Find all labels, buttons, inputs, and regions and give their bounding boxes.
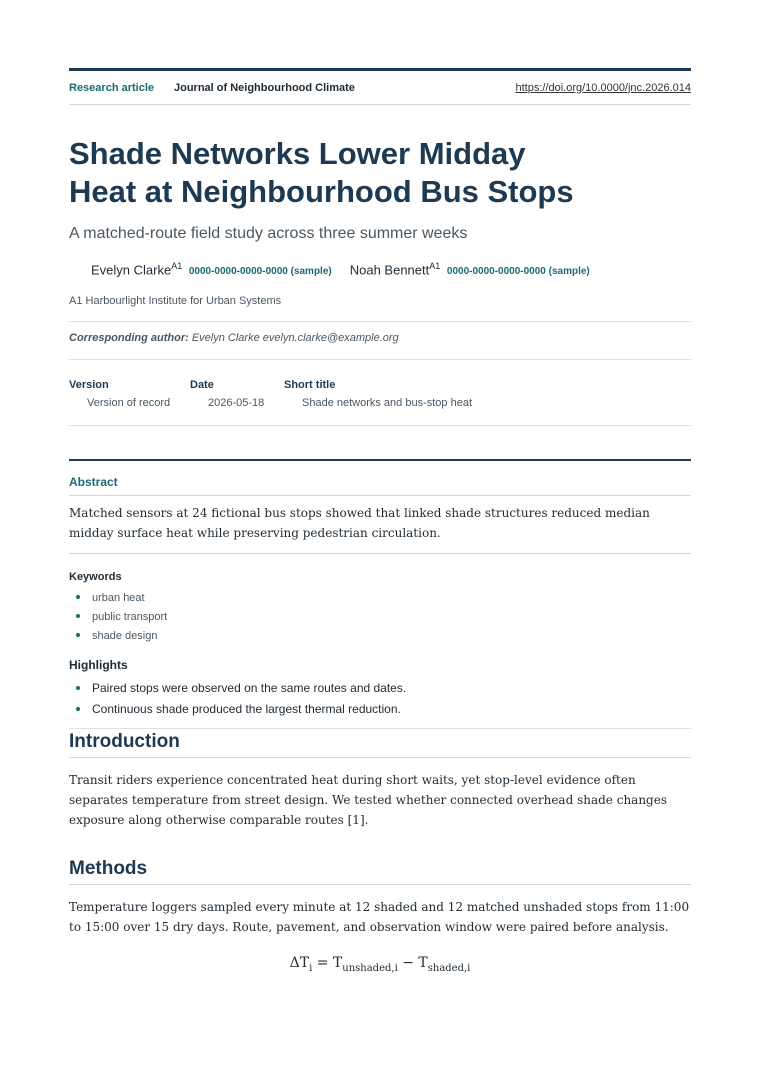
abstract-heading: Abstract bbox=[69, 459, 691, 496]
keyword-item: public transport bbox=[69, 608, 691, 627]
author-entry: Evelyn Clarke$^{A1}$ 0000-0000-0000-0000 (sample) bbox=[91, 261, 332, 278]
introduction-text: Transit riders experience concentrated heat during short waits, yet stop-level evidence often separates temperature from street design. We tested whether connected overhead shade changes exposure along otherwise comparable routes [1]. bbox=[69, 773, 667, 828]
keywords-heading: Keywords bbox=[69, 571, 122, 584]
meta-version: Version Version of record bbox=[69, 379, 171, 410]
highlight-item: Continuous shade produced the largest thermal reduction. bbox=[69, 699, 691, 720]
author-entry: Noah Bennett$^{A1}$ 0000-0000-0000-0000 (sample) bbox=[349, 261, 590, 278]
introduction-heading: Introduction bbox=[69, 728, 691, 758]
meta-date: Date 2026-05-18 bbox=[190, 379, 265, 410]
highlights-list bbox=[69, 678, 691, 720]
orcid-link[interactable]: 0000-0000-0000-0000 (sample) bbox=[188, 266, 332, 278]
highlight-item: Paired stops were observed on the same routes and dates. bbox=[69, 678, 691, 699]
methods-heading: Methods bbox=[69, 858, 691, 885]
doi-link[interactable]: https://doi.org/10.0000/jnc.2026.014 bbox=[515, 81, 691, 94]
article-metadata bbox=[69, 360, 691, 426]
author-list bbox=[69, 261, 691, 277]
keywords-list bbox=[69, 589, 691, 646]
keyword-item: shade design bbox=[69, 627, 691, 646]
article-title: Shade Networks Lower Midday Heat at Neighbourhood Bus Stops bbox=[69, 136, 574, 209]
abstract-text: Matched sensors at 24 fictional bus stops showed that linked shade structures reduced median midday surface heat while preserving pedestrian circulation. bbox=[69, 496, 691, 554]
equation: $\Delta T_i = T_{unshaded,i} - T_{shaded,i}$ bbox=[289, 955, 471, 975]
corresponding-author: Corresponding author: Evelyn Clarke evelyn.clarke@example.org bbox=[69, 322, 691, 360]
article-subtitle: A matched-route field study across three summer weeks bbox=[69, 225, 468, 242]
meta-short-title: Short title Shade networks and bus-stop heat bbox=[284, 379, 473, 410]
highlights-heading: Highlights bbox=[69, 658, 128, 673]
article-page bbox=[69, 0, 691, 974]
orcid-link[interactable]: 0000-0000-0000-0000 (sample) bbox=[446, 266, 590, 278]
affiliation: A1 Harbourlight Institute for Urban Systems bbox=[69, 295, 691, 322]
article-type: Research article bbox=[69, 81, 154, 94]
article-header-bar bbox=[69, 68, 691, 105]
journal-name: Journal of Neighbourhood Climate bbox=[174, 81, 355, 94]
methods-text: Temperature loggers sampled every minute at 12 shaded and 12 matched unshaded stops from 11:00 to 15:00 over 15 dry days. Route, pavement, and observation window were paired before analysis. bbox=[69, 900, 690, 935]
keyword-item: urban heat bbox=[69, 589, 691, 608]
